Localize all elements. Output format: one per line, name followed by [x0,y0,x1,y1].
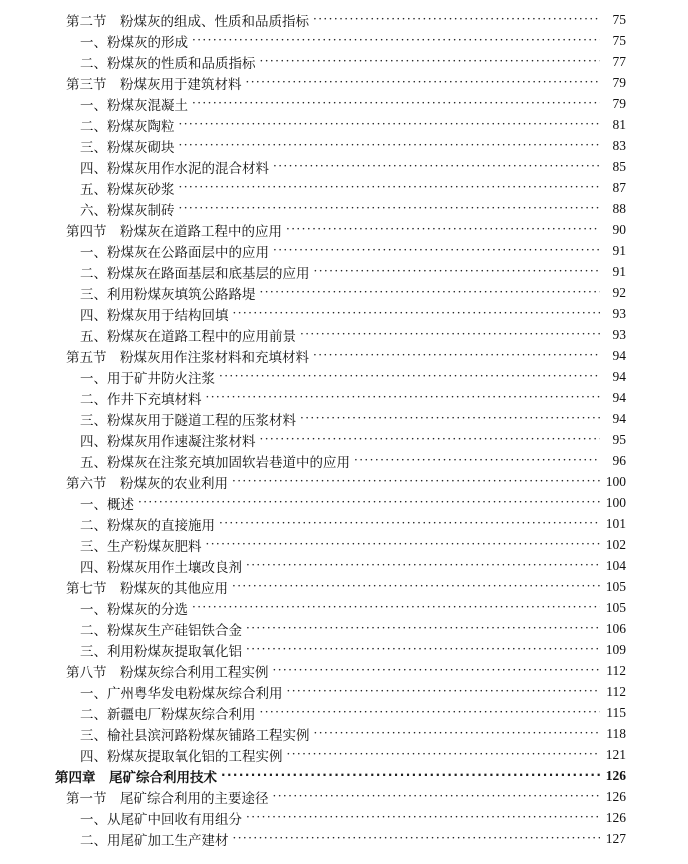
toc-entry-title: 四、粉煤灰用作速凝注浆材料 [80,434,256,450]
toc-entry-title: 第八节 粉煤灰综合利用工程实例 [66,665,269,681]
toc-entry-title: 二、作井下充填材料 [80,392,202,408]
toc-entry-page-number: 94 [612,348,626,363]
toc-entry-page-number: 105 [605,600,626,615]
toc-entry-page-number: 93 [612,327,626,342]
toc-entry-page-number: 85 [612,159,626,174]
leader-dots [233,827,601,851]
toc-entry-title: 五、粉煤灰在注浆充填加固软岩巷道中的应用 [80,455,350,471]
toc-entry-title: 三、利用粉煤灰填筑公路路堤 [80,287,256,303]
toc-entry-page-number: 101 [605,516,626,531]
toc-entry-title: 四、粉煤灰用作土壤改良剂 [80,560,242,576]
toc-entry-page-number: 109 [605,642,626,657]
toc-entry-title: 五、粉煤灰在道路工程中的应用前景 [80,329,296,345]
toc-entry-page-number: 112 [606,663,626,678]
toc-entry-title: 一、粉煤灰在公路面层中的应用 [80,245,269,261]
toc-entry-page-number: 79 [612,96,626,111]
toc-entry-title: 一、用于矿井防火注浆 [80,371,215,387]
toc-entry-title: 第四章 尾矿综合利用技术 [55,770,217,786]
toc-entry-title: 第三节 粉煤灰用于建筑材料 [66,77,242,93]
toc-entry-page-number: 93 [612,306,626,321]
toc-entry-title: 三、粉煤灰砌块 [80,140,175,156]
toc-entry-title: 六、粉煤灰制砖 [80,203,175,219]
toc-entry-title: 一、粉煤灰混凝土 [80,98,188,114]
toc-entry-title: 三、粉煤灰用于隧道工程的压浆材料 [80,413,296,429]
toc-entry-title: 三、生产粉煤灰肥料 [80,539,202,555]
toc-entry-title: 第七节 粉煤灰的其他应用 [66,581,228,597]
toc-entry-page-number: 92 [612,285,626,300]
toc-entry-title: 一、粉煤灰的形成 [80,35,188,51]
toc-entry-title: 第二节 粉煤灰的组成、性质和品质指标 [66,14,309,30]
toc-entry-page-number: 75 [612,33,626,48]
toc-entry-title: 四、粉煤灰用作水泥的混合材料 [80,161,269,177]
toc-entry-title: 二、粉煤灰在路面基层和底基层的应用 [80,266,310,282]
toc-entry-page-number: 126 [605,768,626,783]
toc-entry-page-number: 102 [605,537,626,552]
toc-entry-page-number: 112 [606,684,626,699]
toc-entry-page-number: 100 [605,474,626,489]
toc-entry-page-number: 95 [612,432,626,447]
toc-entry-page-number: 91 [612,243,626,258]
toc-entry-page-number: 100 [605,495,626,510]
toc-entry-title: 二、用尾矿加工生产建材 [80,833,229,849]
toc-entry-page-number: 81 [612,117,626,132]
toc-entry-page-number: 115 [606,705,626,720]
toc-entry-page-number: 105 [605,579,626,594]
toc-entry-title: 二、粉煤灰的性质和品质指标 [80,56,256,72]
toc-entry-page-number: 75 [612,12,626,27]
toc-entry-page-number: 126 [605,789,626,804]
toc-entry-page-number: 94 [612,369,626,384]
toc-entry-title: 三、榆社县滨河路粉煤灰铺路工程实例 [80,728,310,744]
toc-entry-title: 四、粉煤灰提取氧化铝的工程实例 [80,749,283,765]
toc-entry-title: 二、粉煤灰陶粒 [80,119,175,135]
toc-entry-title: 第五节 粉煤灰用作注浆材料和充填材料 [66,350,309,366]
toc-entry-title: 三、利用粉煤灰提取氧化铝 [80,644,242,660]
toc-entry-page-number: 87 [612,180,626,195]
toc-entry-page-number: 90 [612,222,626,237]
toc-entry-page-number: 121 [605,747,626,762]
toc-entry-page-number: 126 [605,810,626,825]
toc-entry-title: 二、粉煤灰的直接施用 [80,518,215,534]
toc-entry-page-number: 79 [612,75,626,90]
toc-entry-page-number: 94 [612,411,626,426]
toc-entry-title: 一、从尾矿中回收有用组分 [80,812,242,828]
toc-entry-page-number: 106 [605,621,626,636]
toc-entry-page-number: 104 [605,558,626,573]
toc-entry-page-number: 118 [606,726,626,741]
toc-entry-page-number: 88 [612,201,626,216]
toc-entry-title: 一、广州粤华发电粉煤灰综合利用 [80,686,283,702]
toc-entry-title: 第一节 尾矿综合利用的主要途径 [66,791,269,807]
toc-entry-page-number: 83 [612,138,626,153]
toc-entry-title: 五、粉煤灰砂浆 [80,182,175,198]
toc-entry-page-number: 127 [605,831,626,846]
toc-entry-page-number: 94 [612,390,626,405]
toc-entry-title: 四、粉煤灰用于结构回填 [80,308,229,324]
toc-entry-title: 第六节 粉煤灰的农业利用 [66,476,228,492]
toc-entry-title: 二、粉煤灰生产硅铝铁合金 [80,623,242,639]
toc-entry-page-number: 77 [612,54,626,69]
toc-entry-title: 一、粉煤灰的分选 [80,602,188,618]
toc-entry-page-number: 91 [612,264,626,279]
toc-entry-page-number: 96 [612,453,626,468]
toc-entry[interactable] [80,827,626,851]
toc-entry-title: 一、概述 [80,497,134,513]
toc-entry-title: 二、新疆电厂粉煤灰综合利用 [80,707,256,723]
toc-entry-title: 第四节 粉煤灰在道路工程中的应用 [66,224,282,240]
